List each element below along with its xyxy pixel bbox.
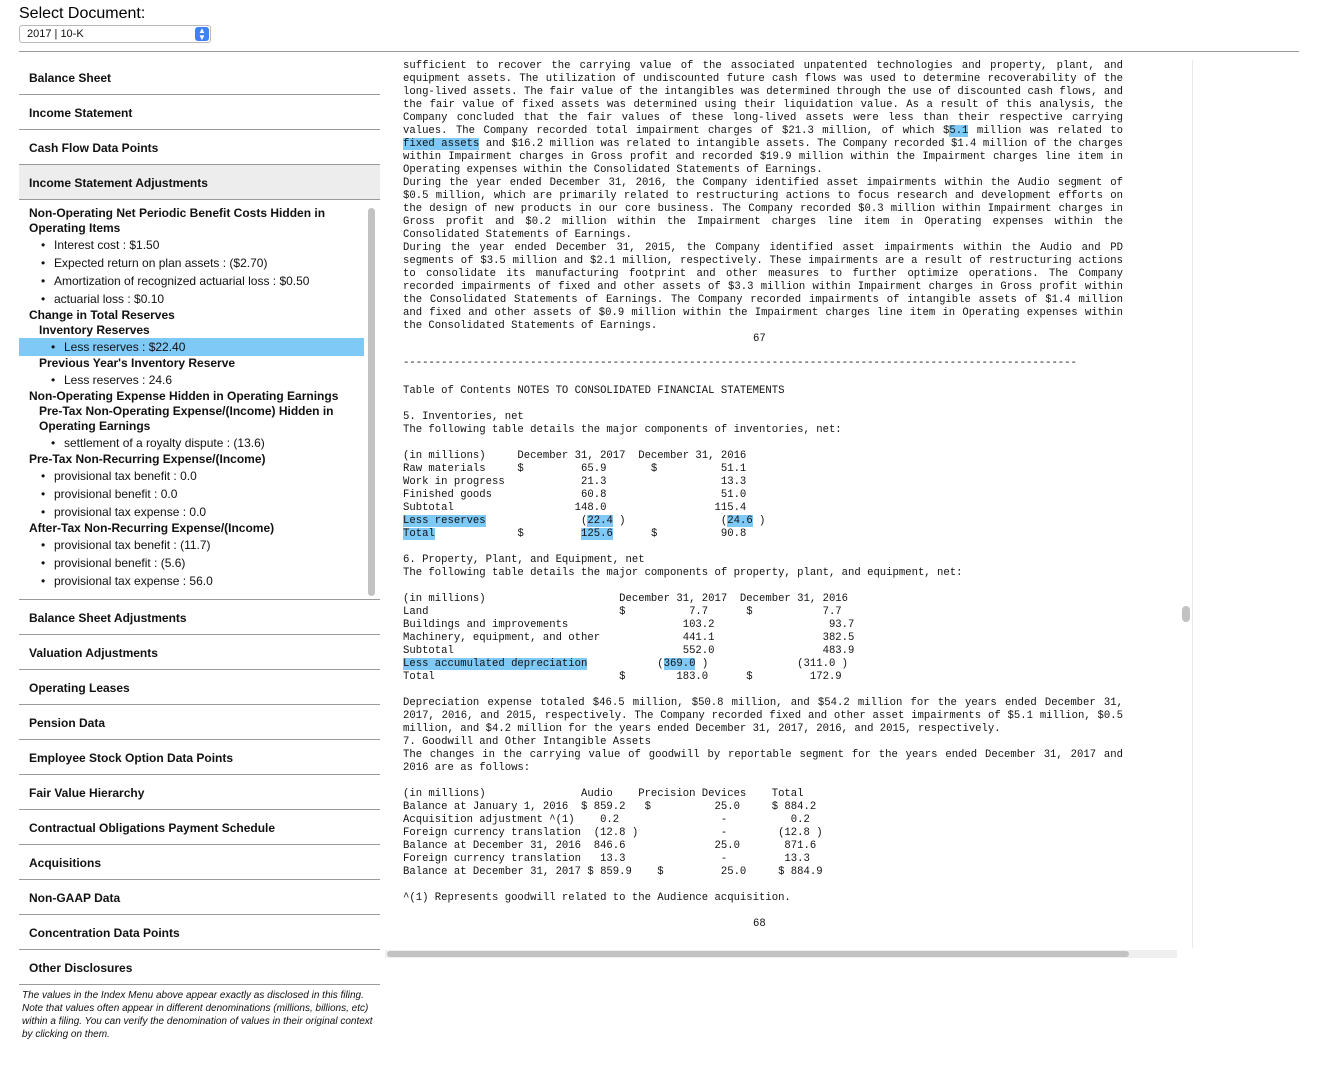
doc-paragraph: During the year ended December 31, 2015, the Company identified asset impairments within the Audio and PD segments of $3.5 million and $2.1 million, respectively. These impairments are a result of restructuring actions to consolidate its manufacturing footprint and other measures to further optimize operations. The Company recorded impairments of fixed and other assets of $3.3 million within Impairment charges in Gross profit within the Consolidated Statements of Earnings. The Company recorded impairments of intangible assets of $1.4 million and fixed and other assets of $0.9 million within the Impairment charges line item in Operating expenses within the Consolidated Statements of Earnings. [403, 242, 1123, 332]
table-row: Machinery, equipment, and other 441.1 382.5 [403, 632, 855, 644]
table-row: Total $ 183.0 $ 172.9 [403, 671, 842, 683]
section-contractual-obligations[interactable]: Contractual Obligations Payment Schedule [19, 810, 380, 845]
value-item-selected[interactable]: • Less reserves : $22.40 [19, 338, 364, 356]
section-title: 6. Property, Plant, and Equipment, net [403, 554, 645, 566]
value-item[interactable]: • provisional benefit : (5.6) [19, 554, 380, 572]
group-heading: After-Tax Non-Recurring Expense/(Income) [29, 521, 275, 535]
doc-text: sufficient to recover the carrying value of the associated unpatented technologies and property, plant, and equipment assets. The utilization of undiscounted future cash flows was used to determine recoverability of the long-lived assets. The fair value of the intangibles was determined through the use of discounted cash flows, and the fair value of fixed assets was determined using their liquidation value. As a result of this analysis, the Company concluded that the fair values of these long-lived assets were less than their respective carrying values. The Company recorded total impairment charges of $21.3 million, of which $ [403, 60, 1123, 137]
subgroup-heading: Inventory Reserves [39, 323, 150, 337]
doc-paragraph: The changes in the carrying value of goodwill by reportable segment for the years ended December 31, 2017 and 2016 are as follows: [403, 749, 1123, 774]
doc-paragraph: During the year ended December 31, 2016, the Company identified asset impairments within the Audio segment of $0.5 million, which are primarily related to restructuring actions to focus research and development efforts on the design of new products in our core business. The Company recorded $0.3 million within Impairment charges in Gross profit and $0.2 million within the Impairment charges line item in Operating expenses within the Consolidated Statements of Earnings. [403, 177, 1123, 241]
table-row [403, 515, 765, 528]
doc-text: $ 90.8 [612, 528, 747, 540]
select-document-label: Select Document: [19, 5, 146, 22]
doc-text: million was related to [976, 125, 1123, 137]
highlight-label[interactable]: Less accumulated depreciation [403, 658, 588, 670]
section-income-statement[interactable]: Income Statement [19, 95, 380, 130]
table-row: Foreign currency translation (12.8 ) - (12.8 ) [403, 827, 823, 839]
value-item[interactable]: • Expected return on plan assets : ($2.70) [19, 254, 380, 272]
table-header: (in millions) Audio Precision Devices Total [403, 788, 804, 800]
table-header: (in millions) December 31, 2017 December 31, 2016 [403, 450, 747, 462]
select-arrows-icon: ▲ ▼ [195, 27, 209, 41]
doc-vertical-scroll-thumb[interactable] [1182, 606, 1190, 622]
toc-line: Table of Contents NOTES TO CONSOLIDATED FINANCIAL STATEMENTS [403, 385, 785, 397]
section-operating-leases[interactable]: Operating Leases [19, 670, 380, 705]
table-row: Work in progress 21.3 13.3 [403, 476, 747, 488]
table-row: Foreign currency translation 13.3 - 13.3 [403, 853, 810, 865]
table-row: Land $ 7.7 $ 7.7 [403, 606, 842, 618]
page-number: 68 [753, 918, 766, 930]
section-valuation-adjustments[interactable]: Valuation Adjustments [19, 635, 380, 670]
table-row: Raw materials $ 65.9 $ 51.1 [403, 463, 747, 475]
group-heading: Non-Operating Expense Hidden in Operating Earnings [29, 389, 339, 403]
table-row: Finished goods 60.8 51.0 [403, 489, 747, 501]
doc-paragraph [403, 60, 1123, 177]
adjustments-panel [19, 200, 380, 600]
section-desc: The following table details the major components of inventories, net: [403, 424, 842, 436]
doc-text: ) (311.0 ) [695, 658, 849, 670]
doc-horizontal-scroll-thumb[interactable] [387, 951, 1129, 957]
value-item[interactable]: • provisional tax expense : 0.0 [19, 503, 380, 521]
doc-viewer-border [1192, 60, 1193, 948]
doc-text: ) [752, 515, 766, 527]
section-employee-stock-option[interactable]: Employee Stock Option Data Points [19, 740, 380, 775]
section-acquisitions[interactable]: Acquisitions [19, 845, 380, 880]
highlight-value[interactable]: 5.1 [949, 125, 969, 137]
table-row: Balance at December 31, 2017 $ 859.9 $ 25.0 $ 884.9 [403, 866, 823, 878]
doc-text: ) ( [612, 515, 728, 527]
value-item[interactable]: • provisional tax expense : 56.0 [19, 572, 380, 590]
table-row [403, 528, 746, 541]
highlight-value[interactable]: fixed assets [403, 138, 480, 150]
section-other-disclosures[interactable]: Other Disclosures [19, 950, 380, 985]
highlight-label[interactable]: Less reserves [403, 515, 486, 527]
section-cash-flow-data-points[interactable]: Cash Flow Data Points [19, 130, 380, 165]
subgroup-heading: Previous Year's Inventory Reserve [39, 356, 236, 370]
document-select-value: 2017 | 10-K [27, 28, 84, 40]
table-row: Balance at January 1, 2016 $ 859.2 $ 25.0 $ 884.2 [403, 801, 817, 813]
doc-horizontal-scrollbar[interactable] [385, 950, 1177, 958]
table-row: Subtotal 552.0 483.9 [403, 645, 855, 657]
section-title: 5. Inventories, net [403, 411, 524, 423]
table-row: Subtotal 148.0 115.4 [403, 502, 747, 514]
value-item[interactable]: • Interest cost : $1.50 [19, 236, 380, 254]
highlight-value[interactable]: 22.4 [587, 515, 613, 527]
doc-paragraph: Depreciation expense totaled $46.5 million, $50.8 million, and $54.2 million for the years ended December 31, 2017, 2016, and 2015, respectively. The Company recorded fixed and other asset impairments of $5.1 million, $0.5 million, and $4.2 million for the years ended December 31, 2017, 2016, and 2015, respectively. [403, 697, 1123, 735]
doc-text: $ [434, 528, 582, 540]
section-balance-sheet-adjustments[interactable]: Balance Sheet Adjustments [19, 600, 380, 635]
value-item[interactable]: • Less reserves : 24.6 [19, 371, 380, 389]
doc-text: ( [485, 515, 588, 527]
highlight-value[interactable]: 125.6 [581, 528, 613, 540]
table-row: Balance at December 31, 2016 846.6 25.0 871.6 [403, 840, 817, 852]
section-fair-value-hierarchy[interactable]: Fair Value Hierarchy [19, 775, 380, 810]
group-heading: Change in Total Reserves [29, 308, 175, 322]
doc-text: and $16.2 million was related to intangible assets. The Company recorded $1.4 million of the charges within Impairment charges in Gross profit and recorded $19.9 million within the Impairment charges line item in Operating expenses within the Consolidated Statements of Earnings. [403, 138, 1123, 176]
highlight-value[interactable]: 369.0 [663, 658, 696, 670]
document-select[interactable] [19, 25, 211, 43]
section-concentration-data-points[interactable]: Concentration Data Points [19, 915, 380, 950]
section-pension-data[interactable]: Pension Data [19, 705, 380, 740]
value-item[interactable]: • provisional benefit : 0.0 [19, 485, 380, 503]
highlight-value[interactable]: 24.6 [727, 515, 753, 527]
table-header: (in millions) December 31, 2017 December 31, 2016 [403, 593, 849, 605]
table-row: Acquisition adjustment ^(1) 0.2 - 0.2 [403, 814, 810, 826]
value-item[interactable]: • provisional tax benefit : (11.7) [19, 536, 380, 554]
page-number: 67 [753, 333, 766, 345]
section-income-statement-adjustments[interactable]: Income Statement Adjustments [19, 165, 380, 200]
index-menu [19, 60, 380, 1041]
page-rule: ---------------------------------------------------------------------------------------------------------- [403, 357, 1077, 369]
group-heading: Pre-Tax Non-Recurring Expense/(Income) [29, 452, 266, 466]
group-heading: Non-Operating Net Periodic Benefit Costs Hidden in Operating Items [29, 206, 326, 235]
footnote-line: ^(1) Represents goodwill related to the Audience acquisition. [403, 892, 791, 904]
doc-text: ( [587, 658, 664, 670]
section-desc: The following table details the major components of property, plant, and equipment, net: [403, 567, 963, 579]
subgroup-heading: Pre-Tax Non-Operating Expense/(Income) Hidden in Operating Earnings [39, 404, 334, 433]
table-row [403, 658, 848, 671]
section-non-gaap-data[interactable]: Non-GAAP Data [19, 880, 380, 915]
header-divider [19, 51, 1299, 52]
value-item[interactable]: • actuarial loss : $0.10 [19, 290, 380, 308]
highlight-label[interactable]: Total [403, 528, 435, 540]
section-balance-sheet[interactable]: Balance Sheet [19, 60, 380, 95]
index-menu-footnote: The values in the Index Menu above appear exactly as disclosed in this filing. Note that values often appear in different denominations (millions, billions, etc) within a filing. You can verify the denomination of values in their original context by clicking on them. [22, 990, 373, 1040]
table-row: Buildings and improvements 103.2 93.7 [403, 619, 855, 631]
value-item[interactable]: • provisional tax benefit : 0.0 [19, 467, 380, 485]
filing-document-viewer[interactable] [385, 60, 1177, 948]
value-item[interactable]: • Amortization of recognized actuarial loss : $0.50 [19, 272, 380, 290]
section-title: 7. Goodwill and Other Intangible Assets [403, 736, 651, 748]
value-item[interactable]: • settlement of a royalty dispute : (13.6) [19, 434, 380, 452]
